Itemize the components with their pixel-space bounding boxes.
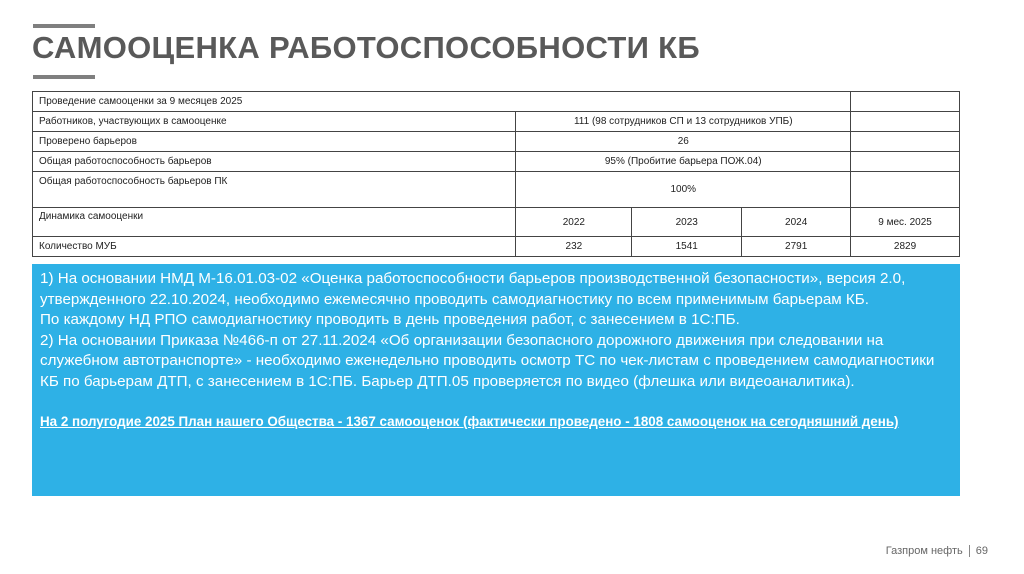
info-paragraph-3: 2) На основании Приказа №466-п от 27.11.2024 «Об организации безопасного дорожного движения при следовании на служебном автотранспорте» - необходимо еженедельно проводить осмотр ТС по чек-листам с проведением самодиагностики КБ по барьерам ДТП, с занесением в 1С:ПБ. Барьер ДТП.05 проверяется по видео (флешка или видеоаналитика). [40,331,935,390]
row-label: Динамика самооценки [33,208,516,237]
empty-cell [851,172,960,208]
row-label: Проведение самооценки за 9 месяцев 2025 [33,92,851,112]
page-number: 69 [975,545,988,557]
table-row [33,92,960,112]
row-label: Количество МУБ [33,237,516,257]
year-cell: 2024 [742,208,851,237]
year-cell: 2022 [516,208,632,237]
title-top-bar [33,24,95,28]
table-row [33,172,960,208]
company-name: Газпром нефть [885,545,963,557]
page-title: САМООЦЕНКА РАБОТОСПОСОБНОСТИ КБ [32,30,700,65]
row-value: 100% [516,172,851,208]
year-cell: 2023 [632,208,742,237]
table-row [33,112,960,132]
title-bottom-bar [33,75,95,79]
value-cell: 232 [516,237,632,257]
value-cell: 1541 [632,237,742,257]
value-cell: 2829 [851,237,960,257]
empty-cell [851,132,960,152]
row-label: Общая работоспособность барьеров [33,152,516,172]
row-label: Общая работоспособность барьеров ПК [33,172,516,208]
row-value: 95% (Пробитие барьера ПОЖ.04) [516,152,851,172]
footer-divider [969,545,970,557]
info-paragraph-2: По каждому НД РПО самодиагностику проводить в день проведения работ, с занесением в 1С:ПБ. [40,311,740,328]
row-value: 26 [516,132,851,152]
empty-cell [851,152,960,172]
info-paragraph-1: 1) На основании НМД М-16.01.03-02 «Оценка работоспособности барьеров производственной безопасности», версия 2.0, утвержденного 22.10.2024, необходимо ежемесячно проводить самодиагностику по всем применимым барьерам КБ. [40,270,906,308]
info-box [32,264,960,496]
row-value: 111 (98 сотрудников СП и 13 сотрудников УПБ) [516,112,851,132]
table-row [33,132,960,152]
self-assessment-table [32,91,960,257]
footer [886,545,988,557]
row-label: Проверено барьеров [33,132,516,152]
plan-note: На 2 полугодие 2025 План нашего Общества - 1367 самооценок (фактически проведено - 1808 самооценок на сегодняшний день) [40,414,899,429]
value-cell: 2791 [742,237,851,257]
year-cell: 9 мес. 2025 [851,208,960,237]
table-row [33,152,960,172]
table-row [33,237,960,257]
empty-cell [851,92,960,112]
empty-cell [851,112,960,132]
table-row [33,208,960,237]
row-label: Работников, участвующих в самооценке [33,112,516,132]
